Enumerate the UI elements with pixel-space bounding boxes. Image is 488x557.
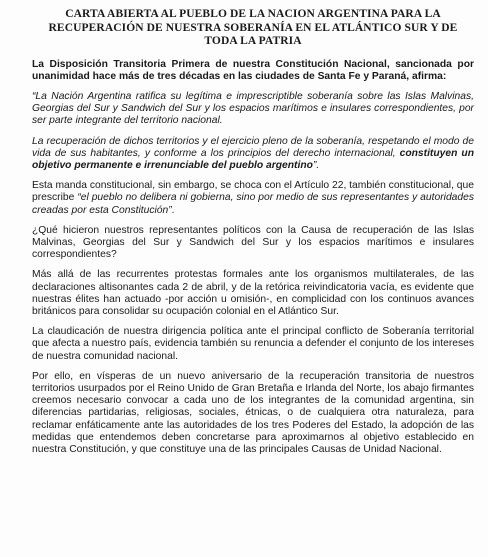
paragraph-quote-2 — [32, 136, 474, 173]
article-22-text: Esta manda constitucional, sin embargo, se choca con el Artículo 22, también constitucional, que prescribe — [32, 180, 474, 204]
paragraph-claudication: La claudicación de nuestra dirigencia política ante el principal conflicto de Soberanía territorial que afecta a nuestro país, evidencia también su renuncia a defender el conjunto de los intereses de nuestra comunidad nacional. — [32, 326, 474, 362]
quote-2-text: La recuperación de dichos territorios y el ejercicio pleno de la soberanía, respetando el modo de vida de sus habitantes, y conforme a los principios del derecho internacional, — [32, 135, 474, 159]
paragraph-protests: Más allá de las recurrentes protestas formales ante los organismos multilaterales, de las declaraciones altisonantes cada 2 de abril, y de la retórica reivindicatoria vacía, es evidente que nuestras élites han actuado -por acción u omisión-, en complicidad con los continuos avances británicos para consolidar su ocupación colonial en el Atlántico Sur. — [32, 269, 474, 317]
article-22-end: . — [171, 204, 175, 216]
article-22-quote: “el pueblo no delibera ni gobierna, sino por medio de sus representantes y autoridades creadas por esta Constitución” — [32, 192, 474, 216]
paragraph-question: ¿Qué hicieron nuestros representantes políticos con la Causa de recuperación de las Islas Malvinas, Georgias del Sur y Sandwich del Sur y los espacios marítimos e insulares correspondientes? — [32, 224, 474, 261]
paragraph-article-22 — [32, 180, 474, 217]
quote-2-emphasis: constituyen un objetivo permanente e irrenunciable del pueblo argentino — [32, 147, 474, 171]
paragraph-call-to-action: Por ello, en vísperas de un nuevo aniversario de la recuperación transitoria de nuestros territorios usurpados por el Reino Unido de Gran Bretaña e Irlanda del Norte, los abajo firmantes creemos necesario convocar a cada uno de los integrantes de la comunidad argentina, sin diferencias partidarias, religiosas, sociales, étnicas, o de cualquiera otra naturaleza, para reclamar enfáticamente ante las autoridades de los tres Poderes del Estado, la adopción de las medidas que entendemos deben concretarse para aproximarnos al objetivo establecido en nuestra Constitución, y que constituye una de las principales Causas de Unidad Nacional. — [32, 370, 474, 455]
paragraph-quote-1: “La Nación Argentina ratifica su legítima e imprescriptible soberanía sobre las Islas Malvinas, Georgias del Sur y Sandwich del Sur y los espacios marítimos e insulares correspondientes, por ser parte integrante del territorio nacional. — [32, 90, 474, 127]
quote-2-closing: ”. — [312, 159, 320, 171]
paragraph-intro: La Disposición Transitoria Primera de nuestra Constitución Nacional, sancionada por unanimidad hace más de tres décadas en las ciudades de Santa Fe y Paraná, afirma: — [32, 58, 474, 82]
document-title: CARTA ABIERTA AL PUEBLO DE LA NACION ARGENTINA PARA LA RECUPERACIÓN DE NUESTRA SOBERANÍA EN EL ATLÁNTICO SUR Y DE TODA LA PATRIA — [48, 8, 458, 47]
